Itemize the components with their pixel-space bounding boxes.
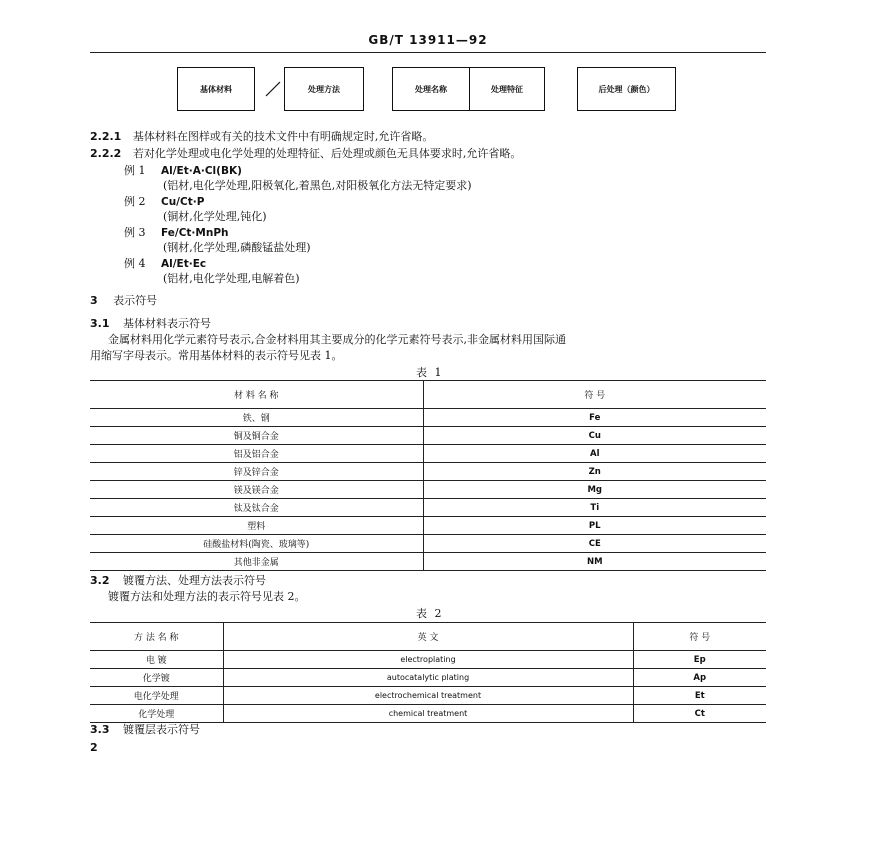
english-cell: electrochemical treatment xyxy=(223,687,633,705)
symbol-cell: Ap xyxy=(633,669,766,687)
english-cell: autocatalytic plating xyxy=(223,669,633,687)
example-3-note: (钢材,化学处理,磷酸锰盐处理) xyxy=(163,241,311,254)
section-3-2-line-1: 镀覆方法和处理方法的表示符号见表 2。 xyxy=(108,590,306,603)
section-3-2-heading xyxy=(90,574,266,588)
page-header: GB/T 13911—92 xyxy=(368,33,488,47)
method-cell: 电化学处理 xyxy=(90,687,223,705)
symbol-cell: NM xyxy=(423,553,766,571)
column-header-method: 方 法 名 称 xyxy=(90,623,223,651)
table-1 xyxy=(90,380,766,571)
method-cell: 化学镀 xyxy=(90,669,223,687)
box-post-treatment: 后处理（颜色） xyxy=(577,67,676,111)
column-header-symbol: 符 号 xyxy=(633,623,766,651)
section-number: 3.1 xyxy=(90,317,110,330)
material-cell: 镁及镁合金 xyxy=(90,481,423,499)
section-3-heading xyxy=(90,294,157,308)
english-cell: electroplating xyxy=(223,651,633,669)
example-label: 例 1 xyxy=(124,164,146,177)
example-code: Cu/Ct·P xyxy=(161,196,205,208)
example-4 xyxy=(124,257,206,271)
symbol-cell: Ct xyxy=(633,705,766,723)
symbol-cell: Zn xyxy=(423,463,766,481)
section-3-1-line-1: 金属材料用化学元素符号表示,合金材料用其主要成分的化学元素符号表示,非金属材料用国际通 xyxy=(108,333,566,346)
symbol-cell: Cu xyxy=(423,427,766,445)
table-row xyxy=(90,535,766,553)
section-title: 镀覆方法、处理方法表示符号 xyxy=(123,574,266,587)
method-cell: 电 镀 xyxy=(90,651,223,669)
paragraph-2-2-2 xyxy=(90,147,521,161)
example-code: Al/Et·Ec xyxy=(161,258,207,270)
slash-separator-icon xyxy=(264,80,282,98)
material-cell: 铝及铝合金 xyxy=(90,445,423,463)
symbol-cell: PL xyxy=(423,517,766,535)
box-treatment-method: 处理方法 xyxy=(284,67,364,111)
example-label: 例 4 xyxy=(124,257,146,270)
table-header-row xyxy=(90,381,766,409)
material-cell: 其他非金属 xyxy=(90,553,423,571)
example-label: 例 2 xyxy=(124,195,146,208)
example-code: Fe/Ct·MnPh xyxy=(161,227,229,239)
section-3-3-heading xyxy=(90,723,200,737)
table-row xyxy=(90,481,766,499)
table-row xyxy=(90,651,766,669)
table-row xyxy=(90,553,766,571)
example-code: Al/Et·A·Cl(BK) xyxy=(161,165,242,177)
table-row xyxy=(90,427,766,445)
table-row xyxy=(90,517,766,535)
example-label: 例 3 xyxy=(124,226,146,239)
clause-text: 若对化学处理或电化学处理的处理特征、后处理或颜色无具体要求时,允许省略。 xyxy=(132,147,522,160)
section-3-1-line-2: 用缩写字母表示。常用基体材料的表示符号见表 1。 xyxy=(90,349,343,362)
table-2 xyxy=(90,622,766,723)
section-number: 3.3 xyxy=(90,723,110,736)
symbol-cell: Mg xyxy=(423,481,766,499)
symbol-cell: CE xyxy=(423,535,766,553)
clause-number: 2.2.1 xyxy=(90,130,122,143)
table-row xyxy=(90,499,766,517)
table-row xyxy=(90,705,766,723)
clause-number: 2.2.2 xyxy=(90,147,122,160)
section-number: 3 xyxy=(90,294,98,307)
material-cell: 铜及铜合金 xyxy=(90,427,423,445)
example-3 xyxy=(124,226,229,240)
example-2 xyxy=(124,195,204,209)
table-row xyxy=(90,669,766,687)
box-base-material: 基体材料 xyxy=(177,67,255,111)
method-cell: 化学处理 xyxy=(90,705,223,723)
page-number: 2 xyxy=(90,741,98,754)
symbol-cell: Al xyxy=(423,445,766,463)
table-row xyxy=(90,409,766,427)
column-header-symbol: 符 号 xyxy=(423,381,766,409)
table-2-caption: 表 2 xyxy=(416,607,444,620)
column-header-material: 材 料 名 称 xyxy=(90,381,423,409)
column-header-english: 英 文 xyxy=(223,623,633,651)
material-cell: 锌及锌合金 xyxy=(90,463,423,481)
material-cell: 钛及钛合金 xyxy=(90,499,423,517)
section-title: 镀覆层表示符号 xyxy=(123,723,200,736)
box-treatment-name: 处理名称 xyxy=(392,67,470,111)
section-3-1-heading xyxy=(90,317,211,331)
example-1 xyxy=(124,164,242,178)
designation-diagram xyxy=(0,0,870,130)
symbol-cell: Ti xyxy=(423,499,766,517)
example-1-note: (铝材,电化学处理,阳极氧化,着黑色,对阳极氧化方法无特定要求) xyxy=(163,179,472,192)
table-row xyxy=(90,687,766,705)
table-1-caption: 表 1 xyxy=(416,366,444,379)
section-number: 3.2 xyxy=(90,574,110,587)
symbol-cell: Et xyxy=(633,687,766,705)
table-header-row xyxy=(90,623,766,651)
section-title: 基体材料表示符号 xyxy=(123,317,211,330)
material-cell: 塑料 xyxy=(90,517,423,535)
material-cell: 硅酸盐材料(陶瓷、玻璃等) xyxy=(90,535,423,553)
material-cell: 铁、钢 xyxy=(90,409,423,427)
english-cell: chemical treatment xyxy=(223,705,633,723)
example-4-note: (铝材,电化学处理,电解着色) xyxy=(163,272,300,285)
symbol-cell: Ep xyxy=(633,651,766,669)
example-2-note: (铜材,化学处理,钝化) xyxy=(163,210,267,223)
table-row xyxy=(90,463,766,481)
box-treatment-feature: 处理特征 xyxy=(469,67,545,111)
clause-text: 基体材料在图样或有关的技术文件中有明确规定时,允许省略。 xyxy=(132,130,434,143)
section-title: 表示符号 xyxy=(113,294,158,307)
table-row xyxy=(90,445,766,463)
paragraph-2-2-1 xyxy=(90,130,433,144)
symbol-cell: Fe xyxy=(423,409,766,427)
